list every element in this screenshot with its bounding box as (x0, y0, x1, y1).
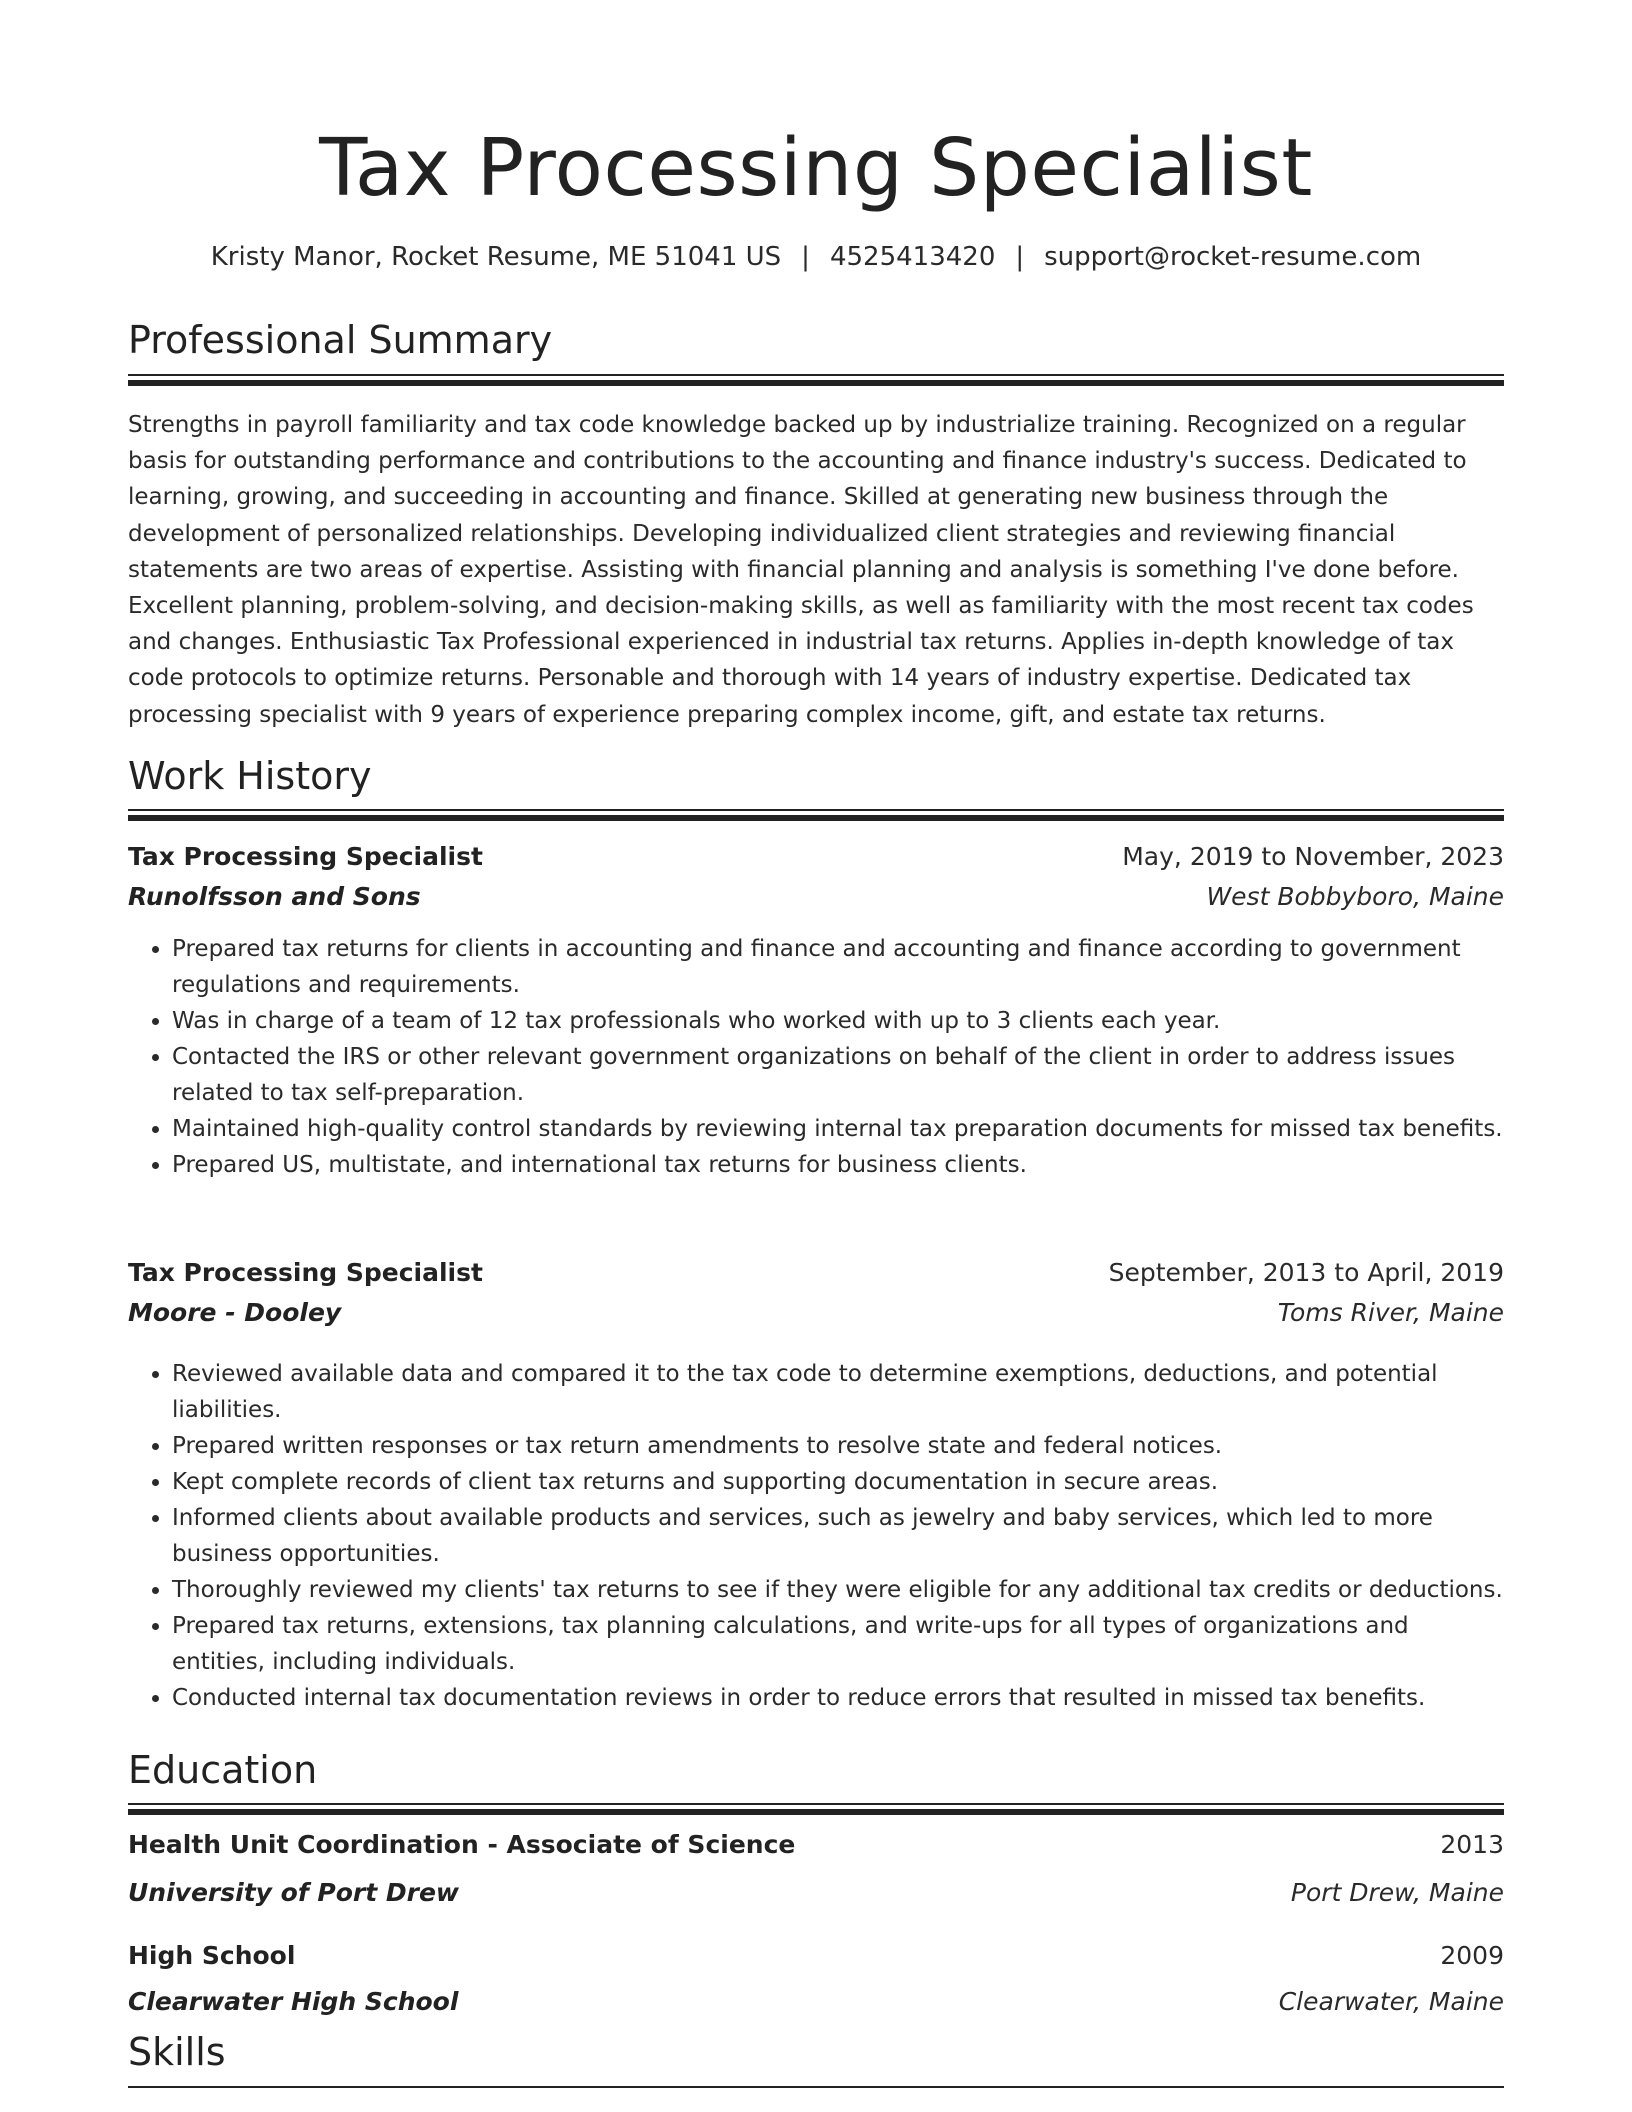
list-item: • Conducted internal tax documentation reviews in order to reduce errors that resulted in missed tax benefits. (172, 1680, 1504, 1716)
contact-address: Kristy Manor, Rocket Resume, ME 51041 US (210, 242, 782, 272)
job-subheader (128, 877, 1504, 917)
contact-separator: | (801, 242, 810, 272)
list-item: • Kept complete records of client tax returns and supporting documentation in secure areas. (172, 1464, 1504, 1500)
list-item: • Prepared written responses or tax return amendments to resolve state and federal notices. (172, 1428, 1504, 1464)
section-divider-thick (128, 1809, 1504, 1815)
education-location: Clearwater, Maine (1278, 1987, 1504, 2016)
list-item: • Contacted the IRS or other relevant government organizations on behalf of the client in order to address issues related to tax self-preparation. (172, 1039, 1504, 1111)
job-bullets (128, 931, 1504, 1183)
education-location: Port Drew, Maine (1290, 1878, 1504, 1907)
list-item: • Was in charge of a team of 12 tax professionals who worked with up to 3 clients each year. (172, 1003, 1504, 1039)
job-location: West Bobbyboro, Maine (1206, 882, 1504, 911)
list-item: • Prepared tax returns for clients in accounting and finance and accounting and finance according to government regulations and requirements. (172, 931, 1504, 1003)
section-heading-skills: Skills (128, 2030, 226, 2074)
education-year: 2013 (1440, 1830, 1504, 1859)
section-divider-thin (128, 2086, 1504, 2088)
section-divider-thin (128, 809, 1504, 811)
list-item: • Maintained high-quality control standards by reviewing internal tax preparation documents for missed tax benefits. (172, 1111, 1504, 1147)
education-header (128, 1936, 1504, 1976)
list-item: • Prepared US, multistate, and international tax returns for business clients. (172, 1147, 1504, 1183)
section-heading-education: Education (128, 1748, 318, 1792)
list-item: • Informed clients about available products and services, such as jewelry and baby services, which led to more business opportunities. (172, 1500, 1504, 1572)
job-header (128, 837, 1504, 877)
section-divider-thick (128, 815, 1504, 821)
contact-separator: | (1015, 242, 1025, 272)
education-school: University of Port Drew (128, 1878, 460, 1907)
section-divider-thin (128, 374, 1504, 376)
job-title: Tax Processing Specialist (128, 842, 483, 871)
contact-phone: 4525413420 (829, 242, 996, 272)
job-header (128, 1253, 1504, 1293)
education-year: 2009 (1440, 1941, 1504, 1970)
job-location: Toms River, Maine (1277, 1298, 1504, 1327)
job-title: Tax Processing Specialist (128, 1258, 483, 1287)
education-subheader (128, 1873, 1504, 1913)
education-school: Clearwater High School (128, 1987, 459, 2016)
section-divider-thick (128, 380, 1504, 386)
summary-paragraph: Strengths in payroll familiarity and tax code knowledge backed up by industrialize training. Recognized on a regular basis for outstanding performance and contributions to the accounting and finance industry's success. Dedicated to learning, growing, and succeeding in accounting and finance. Skilled at generating new business through the development of personalized relationships. Developing individualized client strategies and reviewing financial statements are two areas of expertise. Assisting with financial planning and analysis is something I've done before. Excellent planning, problem-solving, and decision-making skills, as well as familiarity with the most recent tax codes and changes. Enthusiastic Tax Professional experienced in industrial tax returns. Applies in-depth knowledge of tax code protocols to optimize returns. Personable and thorough with 14 years of industry expertise. Dedicated tax processing specialist with 9 years of experience preparing complex income, gift, and estate tax returns. (128, 412, 1474, 728)
education-degree: High School (128, 1941, 296, 1970)
section-divider-thin (128, 1803, 1504, 1805)
list-item: • Thoroughly reviewed my clients' tax returns to see if they were eligible for any additional tax credits or deductions. (172, 1572, 1504, 1608)
education-degree: Health Unit Coordination - Associate of Science (128, 1830, 796, 1859)
job-dates: May, 2019 to November, 2023 (1122, 842, 1504, 871)
job-subheader (128, 1293, 1504, 1333)
contact-line (128, 235, 1504, 279)
education-subheader (128, 1982, 1504, 2022)
contact-email: support@rocket-resume.com (1044, 242, 1422, 272)
section-heading-work-history: Work History (128, 754, 372, 798)
job-bullets (128, 1356, 1504, 1716)
list-item: • Reviewed available data and compared it to the tax code to determine exemptions, deductions, and potential liabilities. (172, 1356, 1504, 1428)
job-company: Moore - Dooley (128, 1298, 342, 1327)
list-item: • Prepared tax returns, extensions, tax planning calculations, and write-ups for all types of organizations and entities, including individuals. (172, 1608, 1504, 1680)
job-company: Runolfsson and Sons (128, 882, 421, 911)
section-heading-summary: Professional Summary (128, 318, 553, 362)
education-header (128, 1825, 1504, 1865)
job-dates: September, 2013 to April, 2019 (1108, 1258, 1504, 1287)
resume-title: Tax Processing Specialist (319, 122, 1313, 214)
